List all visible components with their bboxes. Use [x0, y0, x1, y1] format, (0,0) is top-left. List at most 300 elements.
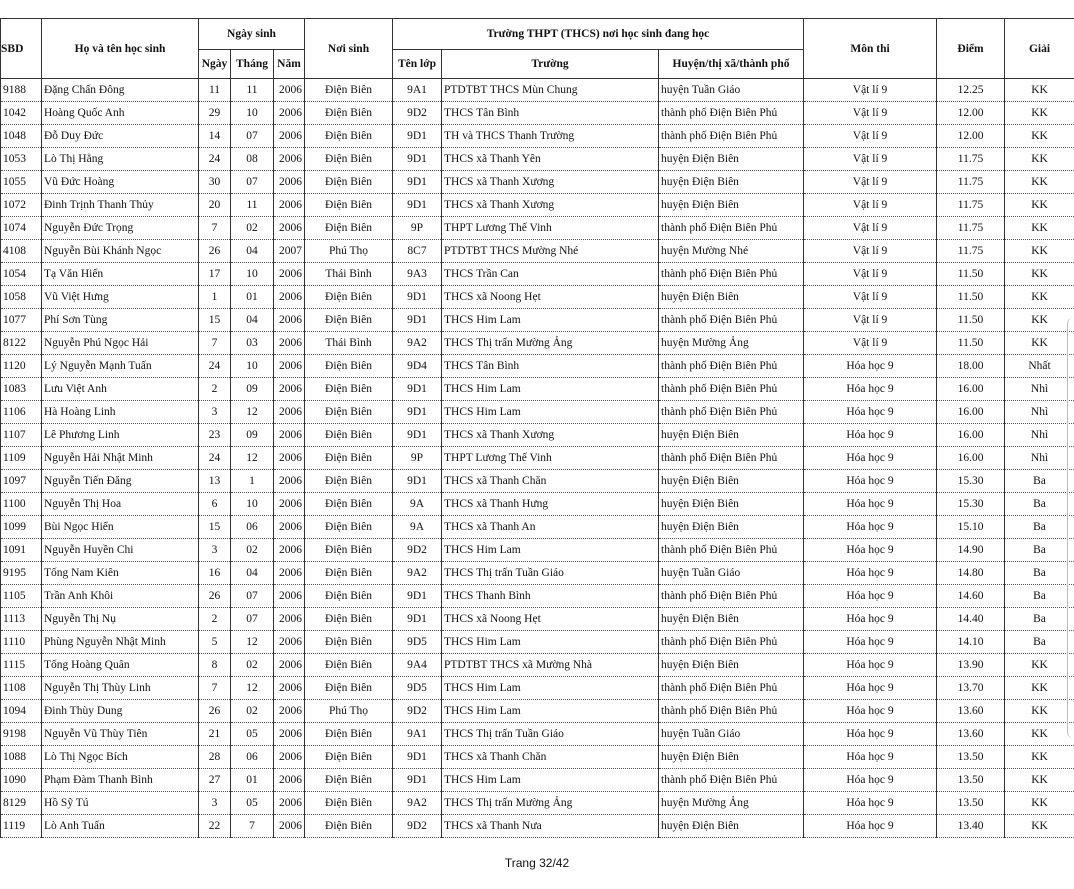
cell-year: 2006	[274, 769, 305, 792]
cell-score: 14.10	[937, 631, 1005, 654]
cell-month: 01	[231, 769, 274, 792]
cell-name: Lưu Việt Anh	[42, 378, 199, 401]
cell-year: 2006	[274, 194, 305, 217]
cell-district: huyện Điện Biên	[659, 424, 804, 447]
cell-birthplace: Điện Biên	[305, 102, 393, 125]
table-row	[1, 516, 1074, 539]
cell-score: 16.00	[937, 401, 1005, 424]
cell-award: KK	[1005, 125, 1074, 148]
cell-day: 23	[199, 424, 231, 447]
cell-sbd: 9188	[1, 79, 42, 102]
cell-subject: Hóa học 9	[804, 516, 937, 539]
cell-year: 2006	[274, 424, 305, 447]
cell-class: 9D1	[393, 608, 442, 631]
cell-score: 16.00	[937, 424, 1005, 447]
cell-school: THCS xã Thanh Chăn	[442, 746, 659, 769]
cell-subject: Hóa học 9	[804, 562, 937, 585]
cell-award: KK	[1005, 102, 1074, 125]
cell-sbd: 1099	[1, 516, 42, 539]
cell-year: 2006	[274, 378, 305, 401]
cell-school: THCS Thị trấn Tuần Giáo	[442, 723, 659, 746]
cell-month: 12	[231, 447, 274, 470]
cell-school: THCS Him Lam	[442, 539, 659, 562]
cell-score: 13.50	[937, 746, 1005, 769]
cell-year: 2006	[274, 217, 305, 240]
cell-year: 2006	[274, 125, 305, 148]
table-row	[1, 125, 1074, 148]
cell-birthplace: Điện Biên	[305, 562, 393, 585]
cell-sbd: 4108	[1, 240, 42, 263]
cell-sbd: 8129	[1, 792, 42, 815]
cell-award: KK	[1005, 815, 1074, 838]
cell-class: 9D1	[393, 125, 442, 148]
cell-school: THCS Thị trấn Tuần Giáo	[442, 562, 659, 585]
cell-subject: Hóa học 9	[804, 654, 937, 677]
cell-year: 2006	[274, 447, 305, 470]
cell-award: Ba	[1005, 539, 1074, 562]
table-row	[1, 746, 1074, 769]
cell-class: 9D5	[393, 631, 442, 654]
header-school-group: Trường THPT (THCS) nơi học sinh đang học	[393, 19, 804, 50]
table-row	[1, 493, 1074, 516]
table-row	[1, 378, 1074, 401]
cell-birthplace: Điện Biên	[305, 470, 393, 493]
cell-month: 03	[231, 332, 274, 355]
cell-name: Phùng Nguyễn Nhật Minh	[42, 631, 199, 654]
cell-award: Ba	[1005, 585, 1074, 608]
header-subject: Môn thi	[804, 19, 937, 79]
header-dob: Ngày sinh	[199, 19, 305, 50]
cell-subject: Vật lí 9	[804, 194, 937, 217]
cell-day: 14	[199, 125, 231, 148]
table-row	[1, 447, 1074, 470]
cell-district: thành phố Điện Biên Phủ	[659, 447, 804, 470]
cell-name: Lò Thị Hằng	[42, 148, 199, 171]
cell-award: KK	[1005, 240, 1074, 263]
cell-subject: Hóa học 9	[804, 378, 937, 401]
cell-class: 9A	[393, 516, 442, 539]
cell-year: 2006	[274, 79, 305, 102]
cell-score: 13.40	[937, 815, 1005, 838]
cell-month: 04	[231, 562, 274, 585]
cell-score: 16.00	[937, 447, 1005, 470]
cell-district: thành phố Điện Biên Phủ	[659, 401, 804, 424]
cell-birthplace: Phú Thọ	[305, 700, 393, 723]
cell-year: 2006	[274, 309, 305, 332]
cell-day: 22	[199, 815, 231, 838]
cell-name: Lò Thị Ngọc Bích	[42, 746, 199, 769]
cell-birthplace: Điện Biên	[305, 194, 393, 217]
cell-district: huyện Mường Ảng	[659, 332, 804, 355]
cell-name: Hà Hoàng Linh	[42, 401, 199, 424]
cell-month: 09	[231, 378, 274, 401]
cell-subject: Hóa học 9	[804, 815, 937, 838]
cell-score: 11.75	[937, 148, 1005, 171]
table-row	[1, 148, 1074, 171]
header-year: Năm	[274, 50, 305, 79]
cell-year: 2006	[274, 654, 305, 677]
cell-birthplace: Điện Biên	[305, 677, 393, 700]
cell-class: 9A1	[393, 79, 442, 102]
cell-sbd: 1083	[1, 378, 42, 401]
cell-award: KK	[1005, 792, 1074, 815]
cell-district: huyện Điện Biên	[659, 815, 804, 838]
cell-district: thành phố Điện Biên Phủ	[659, 263, 804, 286]
cell-subject: Hóa học 9	[804, 700, 937, 723]
cell-school: THCS xã Thanh Nưa	[442, 815, 659, 838]
cell-sbd: 1091	[1, 539, 42, 562]
cell-year: 2006	[274, 401, 305, 424]
cell-district: thành phố Điện Biên Phủ	[659, 769, 804, 792]
cell-birthplace: Điện Biên	[305, 631, 393, 654]
cell-year: 2006	[274, 700, 305, 723]
cell-month: 07	[231, 125, 274, 148]
cell-score: 11.75	[937, 240, 1005, 263]
cell-birthplace: Phú Thọ	[305, 240, 393, 263]
table-row	[1, 355, 1074, 378]
header-award: Giải	[1005, 19, 1074, 79]
cell-subject: Hóa học 9	[804, 723, 937, 746]
cell-school: THCS xã Thanh Xương	[442, 171, 659, 194]
cell-score: 12.00	[937, 125, 1005, 148]
cell-year: 2006	[274, 332, 305, 355]
cell-year: 2007	[274, 240, 305, 263]
header-school: Trường	[442, 50, 659, 79]
cell-month: 02	[231, 539, 274, 562]
cell-score: 11.50	[937, 286, 1005, 309]
cell-score: 13.50	[937, 769, 1005, 792]
cell-district: huyện Điện Biên	[659, 608, 804, 631]
cell-score: 11.50	[937, 263, 1005, 286]
cell-sbd: 1110	[1, 631, 42, 654]
table-row	[1, 263, 1074, 286]
cell-name: Đặng Chấn Đông	[42, 79, 199, 102]
header-day: Ngày	[199, 50, 231, 79]
cell-score: 12.00	[937, 102, 1005, 125]
cell-year: 2006	[274, 286, 305, 309]
cell-birthplace: Điện Biên	[305, 585, 393, 608]
cell-subject: Hóa học 9	[804, 677, 937, 700]
cell-score: 13.70	[937, 677, 1005, 700]
cell-score: 12.25	[937, 79, 1005, 102]
cell-score: 13.60	[937, 723, 1005, 746]
cell-year: 2006	[274, 171, 305, 194]
cell-class: 9P	[393, 217, 442, 240]
cell-name: Nguyễn Đức Trọng	[42, 217, 199, 240]
cell-award: KK	[1005, 332, 1074, 355]
cell-award: Ba	[1005, 493, 1074, 516]
cell-school: THCS Tân Bình	[442, 102, 659, 125]
cell-sbd: 9195	[1, 562, 42, 585]
cell-month: 05	[231, 723, 274, 746]
cell-day: 3	[199, 539, 231, 562]
cell-month: 07	[231, 171, 274, 194]
cell-day: 6	[199, 493, 231, 516]
table-row	[1, 79, 1074, 102]
cell-day: 1	[199, 286, 231, 309]
cell-sbd: 1119	[1, 815, 42, 838]
cell-day: 13	[199, 470, 231, 493]
cell-subject: Vật lí 9	[804, 309, 937, 332]
cell-month: 02	[231, 700, 274, 723]
table-row	[1, 470, 1074, 493]
cell-month: 10	[231, 493, 274, 516]
cell-year: 2006	[274, 677, 305, 700]
cell-day: 7	[199, 217, 231, 240]
cell-year: 2006	[274, 263, 305, 286]
cell-year: 2006	[274, 355, 305, 378]
cell-subject: Vật lí 9	[804, 286, 937, 309]
cell-year: 2006	[274, 516, 305, 539]
cell-subject: Hóa học 9	[804, 792, 937, 815]
cell-district: thành phố Điện Biên Phủ	[659, 378, 804, 401]
cell-month: 10	[231, 102, 274, 125]
header-sbd: SBD	[1, 19, 42, 79]
cell-month: 07	[231, 585, 274, 608]
cell-district: huyện Điện Biên	[659, 516, 804, 539]
cell-name: Hoàng Quốc Anh	[42, 102, 199, 125]
cell-birthplace: Thái Bình	[305, 332, 393, 355]
cell-score: 18.00	[937, 355, 1005, 378]
cell-district: thành phố Điện Biên Phủ	[659, 585, 804, 608]
cell-award: Ba	[1005, 608, 1074, 631]
cell-name: Phạm Đàm Thanh Bình	[42, 769, 199, 792]
cell-name: Nguyễn Thị Nụ	[42, 608, 199, 631]
cell-day: 26	[199, 240, 231, 263]
cell-district: thành phố Điện Biên Phủ	[659, 677, 804, 700]
cell-award: KK	[1005, 171, 1074, 194]
cell-class: 9D2	[393, 700, 442, 723]
header-birthplace: Nơi sinh	[305, 19, 393, 79]
cell-subject: Vật lí 9	[804, 102, 937, 125]
cell-subject: Vật lí 9	[804, 263, 937, 286]
cell-day: 7	[199, 677, 231, 700]
cell-day: 15	[199, 516, 231, 539]
cell-subject: Hóa học 9	[804, 585, 937, 608]
cell-district: huyện Điện Biên	[659, 654, 804, 677]
cell-subject: Hóa học 9	[804, 470, 937, 493]
cell-year: 2006	[274, 723, 305, 746]
cell-score: 11.50	[937, 332, 1005, 355]
cell-score: 13.90	[937, 654, 1005, 677]
cell-sbd: 1074	[1, 217, 42, 240]
cell-month: 04	[231, 309, 274, 332]
cell-district: thành phố Điện Biên Phủ	[659, 217, 804, 240]
cell-day: 3	[199, 401, 231, 424]
cell-score: 13.50	[937, 792, 1005, 815]
table-row	[1, 654, 1074, 677]
cell-name: Nguyễn Bùi Khánh Ngọc	[42, 240, 199, 263]
cell-district: huyện Tuần Giáo	[659, 562, 804, 585]
cell-birthplace: Điện Biên	[305, 723, 393, 746]
cell-year: 2006	[274, 746, 305, 769]
cell-award: Nhì	[1005, 378, 1074, 401]
cell-award: Ba	[1005, 562, 1074, 585]
cell-month: 1	[231, 470, 274, 493]
cell-birthplace: Điện Biên	[305, 516, 393, 539]
cell-month: 02	[231, 217, 274, 240]
cell-school: THCS xã Thanh Xương	[442, 424, 659, 447]
cell-birthplace: Điện Biên	[305, 79, 393, 102]
cell-year: 2006	[274, 148, 305, 171]
cell-class: 9D1	[393, 401, 442, 424]
cell-score: 11.50	[937, 309, 1005, 332]
cell-day: 5	[199, 631, 231, 654]
cell-award: Nhì	[1005, 424, 1074, 447]
cell-day: 28	[199, 746, 231, 769]
cell-name: Nguyễn Phú Ngọc Hải	[42, 332, 199, 355]
cell-sbd: 1106	[1, 401, 42, 424]
cell-district: huyện Điện Biên	[659, 470, 804, 493]
cell-school: THCS Him Lam	[442, 700, 659, 723]
cell-award: Ba	[1005, 516, 1074, 539]
cell-school: THPT Lương Thế Vinh	[442, 447, 659, 470]
cell-day: 17	[199, 263, 231, 286]
cell-sbd: 1048	[1, 125, 42, 148]
cell-award: KK	[1005, 263, 1074, 286]
table-row	[1, 769, 1074, 792]
cell-month: 02	[231, 654, 274, 677]
cell-district: huyện Điện Biên	[659, 493, 804, 516]
cell-birthplace: Điện Biên	[305, 125, 393, 148]
cell-class: 9D1	[393, 148, 442, 171]
cell-month: 09	[231, 424, 274, 447]
cell-school: PTDTBT THCS xã Mường Nhà	[442, 654, 659, 677]
cell-school: THCS Thanh Bình	[442, 585, 659, 608]
cell-district: huyện Điện Biên	[659, 148, 804, 171]
cell-month: 11	[231, 79, 274, 102]
table-body	[1, 79, 1074, 838]
cell-birthplace: Điện Biên	[305, 746, 393, 769]
cell-name: Đinh Thùy Dung	[42, 700, 199, 723]
cell-award: KK	[1005, 286, 1074, 309]
cell-birthplace: Thái Bình	[305, 263, 393, 286]
cell-score: 14.60	[937, 585, 1005, 608]
cell-award: KK	[1005, 79, 1074, 102]
cell-score: 11.75	[937, 217, 1005, 240]
cell-year: 2006	[274, 815, 305, 838]
cell-name: Tống Nam Kiên	[42, 562, 199, 585]
cell-award: KK	[1005, 309, 1074, 332]
cell-sbd: 1090	[1, 769, 42, 792]
cell-name: Trần Anh Khôi	[42, 585, 199, 608]
page-edge-shadow	[1067, 318, 1074, 738]
cell-day: 3	[199, 792, 231, 815]
cell-name: Lý Nguyễn Mạnh Tuấn	[42, 355, 199, 378]
table-row	[1, 102, 1074, 125]
cell-district: huyện Mường Nhé	[659, 240, 804, 263]
cell-year: 2006	[274, 470, 305, 493]
cell-name: Nguyễn Thị Hoa	[42, 493, 199, 516]
table-row	[1, 723, 1074, 746]
cell-award: KK	[1005, 769, 1074, 792]
cell-class: 9D5	[393, 677, 442, 700]
cell-subject: Vật lí 9	[804, 217, 937, 240]
cell-sbd: 1107	[1, 424, 42, 447]
cell-name: Lê Phương Linh	[42, 424, 199, 447]
cell-subject: Vật lí 9	[804, 125, 937, 148]
cell-class: 9D1	[393, 171, 442, 194]
cell-award: Nhất	[1005, 355, 1074, 378]
cell-award: Ba	[1005, 631, 1074, 654]
header-score: Điểm	[937, 19, 1005, 79]
cell-school: THCS Thị trấn Mường Ảng	[442, 332, 659, 355]
cell-name: Phí Sơn Tùng	[42, 309, 199, 332]
cell-district: huyện Điện Biên	[659, 746, 804, 769]
cell-school: THCS xã Noong Hẹt	[442, 286, 659, 309]
cell-sbd: 1072	[1, 194, 42, 217]
cell-day: 11	[199, 79, 231, 102]
cell-day: 27	[199, 769, 231, 792]
cell-day: 15	[199, 309, 231, 332]
cell-birthplace: Điện Biên	[305, 769, 393, 792]
cell-district: huyện Điện Biên	[659, 171, 804, 194]
table-header	[1, 19, 1074, 79]
cell-class: 9D1	[393, 378, 442, 401]
cell-class: 9D2	[393, 815, 442, 838]
cell-birthplace: Điện Biên	[305, 171, 393, 194]
cell-birthplace: Điện Biên	[305, 815, 393, 838]
cell-score: 14.80	[937, 562, 1005, 585]
cell-day: 29	[199, 102, 231, 125]
cell-class: 9A2	[393, 792, 442, 815]
table-row	[1, 171, 1074, 194]
cell-district: thành phố Điện Biên Phủ	[659, 700, 804, 723]
cell-month: 12	[231, 631, 274, 654]
cell-class: 9D1	[393, 194, 442, 217]
cell-name: Lò Anh Tuấn	[42, 815, 199, 838]
cell-birthplace: Điện Biên	[305, 217, 393, 240]
table-row	[1, 332, 1074, 355]
cell-year: 2006	[274, 493, 305, 516]
cell-subject: Hóa học 9	[804, 769, 937, 792]
cell-sbd: 1097	[1, 470, 42, 493]
table-row	[1, 217, 1074, 240]
table-row	[1, 677, 1074, 700]
table-row	[1, 815, 1074, 838]
cell-district: huyện Mường Ảng	[659, 792, 804, 815]
cell-month: 11	[231, 194, 274, 217]
cell-day: 2	[199, 608, 231, 631]
cell-day: 2	[199, 378, 231, 401]
cell-award: KK	[1005, 677, 1074, 700]
cell-birthplace: Điện Biên	[305, 401, 393, 424]
cell-birthplace: Điện Biên	[305, 654, 393, 677]
cell-subject: Hóa học 9	[804, 631, 937, 654]
cell-sbd: 1108	[1, 677, 42, 700]
cell-award: KK	[1005, 723, 1074, 746]
cell-month: 04	[231, 240, 274, 263]
cell-score: 15.30	[937, 470, 1005, 493]
cell-subject: Hóa học 9	[804, 424, 937, 447]
cell-subject: Hóa học 9	[804, 493, 937, 516]
cell-name: Nguyễn Thị Thùy Linh	[42, 677, 199, 700]
cell-birthplace: Điện Biên	[305, 286, 393, 309]
cell-name: Vũ Việt Hưng	[42, 286, 199, 309]
cell-sbd: 1058	[1, 286, 42, 309]
cell-sbd: 1053	[1, 148, 42, 171]
cell-year: 2006	[274, 562, 305, 585]
cell-month: 01	[231, 286, 274, 309]
cell-name: Bùi Ngọc Hiển	[42, 516, 199, 539]
header-name: Họ và tên học sinh	[42, 19, 199, 79]
table-row	[1, 700, 1074, 723]
cell-name: Tạ Văn Hiển	[42, 263, 199, 286]
cell-month: 10	[231, 355, 274, 378]
cell-award: KK	[1005, 654, 1074, 677]
cell-sbd: 1055	[1, 171, 42, 194]
cell-month: 12	[231, 401, 274, 424]
